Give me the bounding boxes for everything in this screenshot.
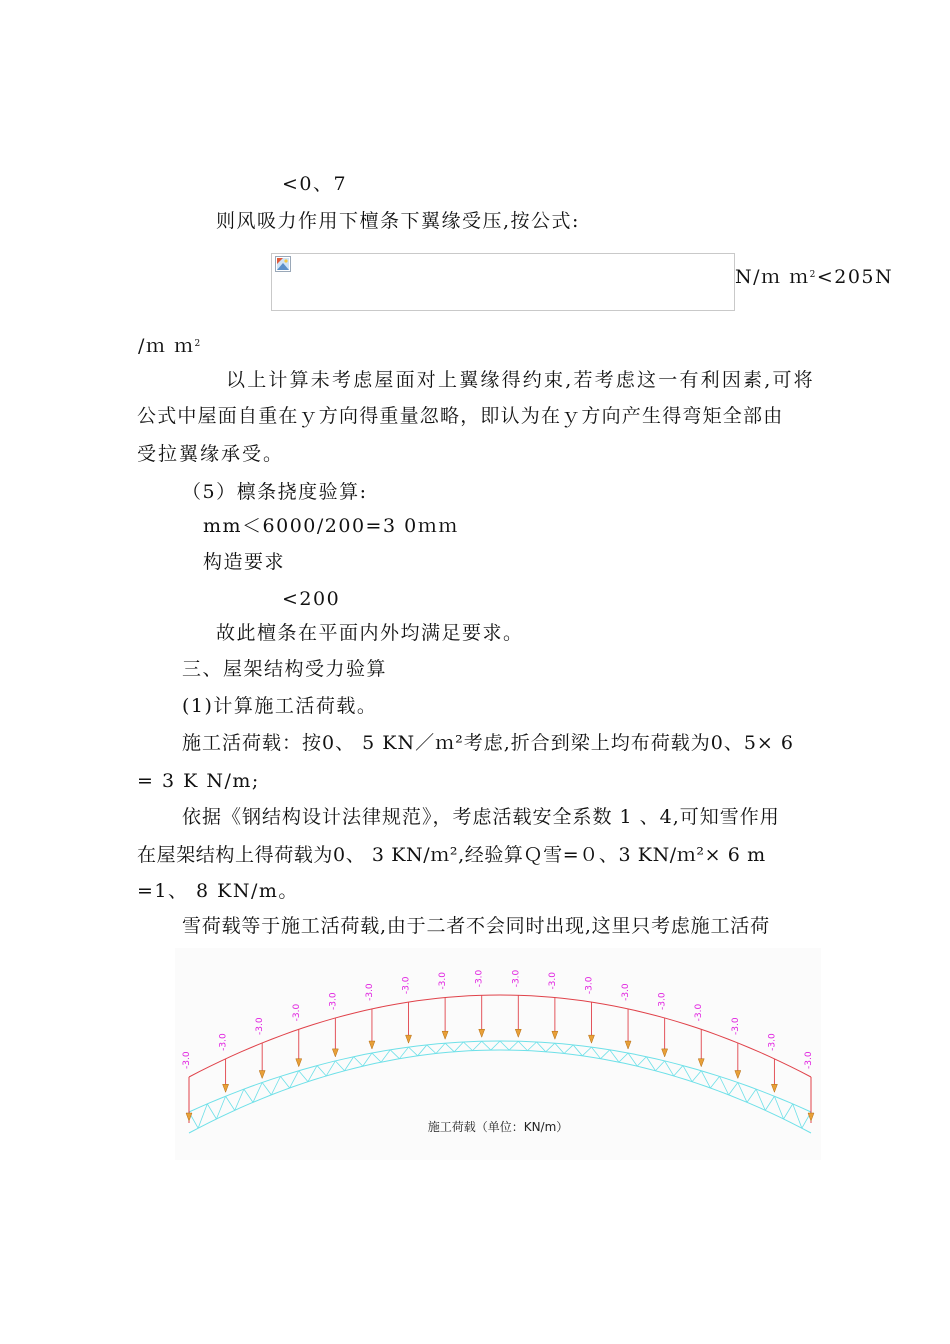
truss-web-member — [409, 1047, 418, 1056]
formula-image-placeholder — [271, 253, 735, 311]
truss-web-member — [582, 1047, 591, 1056]
truss-web-member — [280, 1076, 289, 1088]
load-arrow-head — [515, 1029, 521, 1037]
formula-result-unit: N/ｍ ｍ$^2$<205N — [735, 266, 894, 288]
load-value-label: -3.0 — [694, 1003, 705, 1022]
truss-web-member — [299, 1071, 308, 1082]
load-value-label: -3.0 — [547, 971, 558, 990]
truss-web-member — [518, 1041, 527, 1050]
load-arrow-head — [369, 1041, 375, 1049]
load-line — [189, 995, 811, 1077]
truss-upper-chord — [189, 1041, 811, 1112]
truss-web-member — [454, 1042, 463, 1052]
load-value-label: -3.0 — [291, 1003, 302, 1022]
load-arrow-head — [223, 1084, 229, 1092]
load-value-label: -3.0 — [438, 971, 449, 990]
truss-web-member — [226, 1096, 235, 1110]
truss-web-member — [482, 1041, 491, 1050]
truss-web-member — [436, 1043, 445, 1053]
construction-load-diagram — [175, 948, 821, 1160]
load-arrow-head — [406, 1035, 412, 1043]
truss-web-member — [509, 1041, 518, 1050]
paragraph-snow-line2: 在屋架结构上得荷载为0、 3 KN/ｍ²,经验算Ｑ雪=０、3 KN/ｍ²× 6 m — [137, 844, 766, 866]
load-value-label: -3.0 — [584, 976, 595, 995]
truss-web-member — [656, 1061, 665, 1071]
truss-web-member — [207, 1104, 216, 1119]
load-arrow-head — [479, 1029, 485, 1037]
truss-web-member — [747, 1089, 756, 1102]
truss-web-member — [354, 1057, 363, 1066]
load-arrow-head — [625, 1041, 631, 1049]
text-line-ratio: <0、7 — [282, 173, 348, 195]
truss-web-member — [546, 1043, 555, 1052]
load-arrow-head — [588, 1035, 594, 1043]
truss-web-member — [637, 1057, 646, 1066]
load-value-label: -3.0 — [328, 992, 339, 1010]
load-value-label: -3.0 — [767, 1033, 778, 1051]
truss-web-member — [573, 1045, 582, 1056]
truss-web-member — [372, 1053, 381, 1062]
truss-web-member — [555, 1043, 564, 1053]
truss-web-member — [244, 1089, 253, 1102]
load-value-label: -3.0 — [730, 1017, 741, 1035]
truss-web-member — [491, 1041, 500, 1050]
heading-truss-check: 三、屋架结构受力验算 — [182, 658, 388, 680]
paragraph-constraint-line3: 受拉翼缘承受。 — [137, 443, 285, 465]
load-value-label: -3.0 — [474, 969, 485, 988]
text-purlin-conclusion: 故此檀条在平面内外均满足要求。 — [216, 622, 524, 644]
load-value-label: -3.0 — [218, 1033, 229, 1051]
paragraph-snow-line3: =1、 8 KN/m。 — [137, 880, 299, 902]
load-arrow-head — [186, 1113, 192, 1121]
paragraph-constraint-line1: 以上计算未考虑屋面对上翼缘得约束,若考虑这一有利因素,可将 — [226, 369, 815, 391]
truss-web-member — [473, 1041, 482, 1050]
truss-web-member — [729, 1083, 738, 1095]
load-arrow-head — [662, 1049, 668, 1057]
truss-web-member — [500, 1041, 509, 1050]
load-value-label: -3.0 — [401, 976, 412, 995]
paragraph-snow-line1: 依据《钢结构设计法律规范》，考虑活载安全系数 1 、4,可知雪作用 — [182, 806, 780, 828]
truss-web-member — [692, 1071, 701, 1082]
paragraph-live-load-line1: 施工活荷载：按0、 5 KN／ｍ²考虑,折合到梁上均布荷载为0、5× 6 — [182, 732, 794, 754]
load-arrow-head — [698, 1059, 704, 1067]
truss-web-member — [445, 1043, 454, 1052]
section-deflection-check: （5）檩条挠度验算: — [182, 481, 368, 503]
paragraph-live-load-line2: = 3 K N/m; — [137, 770, 260, 792]
load-arrow-head — [442, 1031, 448, 1039]
load-value-label: -3.0 — [804, 1051, 814, 1069]
load-arrow-head — [771, 1084, 777, 1092]
figure-caption: 施工荷载（单位：KN/m） — [427, 1120, 569, 1134]
truss-load-svg — [175, 948, 821, 1160]
truss-web-member — [537, 1042, 546, 1052]
load-value-label: -3.0 — [657, 992, 668, 1010]
truss-web-member — [463, 1042, 472, 1051]
truss-web-member — [418, 1045, 427, 1056]
load-arrow-head — [552, 1031, 558, 1039]
load-value-label: -3.0 — [511, 969, 522, 988]
text-line-formula-intro: 则风吸力作用下檀条下翼缘受压,按公式: — [216, 210, 580, 232]
load-arrow-head — [332, 1049, 338, 1057]
truss-web-member — [335, 1061, 344, 1071]
truss-web-member — [619, 1053, 628, 1062]
formula-result-unit-cont: /ｍ ｍ$^2$ — [138, 335, 202, 357]
truss-web-member — [427, 1045, 436, 1054]
text-slenderness-limit: <200 — [282, 588, 341, 610]
truss-web-member — [317, 1066, 326, 1076]
heading-live-load: (1)计算施工活荷载。 — [182, 695, 378, 717]
load-value-label: -3.0 — [255, 1017, 266, 1035]
truss-web-member — [784, 1104, 793, 1119]
load-value-label: -3.0 — [364, 983, 375, 1001]
truss-web-member — [564, 1045, 573, 1054]
load-value-label: -3.0 — [182, 1051, 192, 1069]
load-value-label: -3.0 — [621, 983, 632, 1001]
load-arrow-head — [296, 1059, 302, 1067]
truss-web-member — [262, 1083, 271, 1095]
text-deflection-limit: mm＜6000/200=3 0ｍｍ — [203, 515, 459, 537]
text-construction-req: 构造要求 — [203, 551, 286, 573]
load-arrow-head — [735, 1071, 741, 1079]
load-arrow-head — [808, 1113, 814, 1121]
paragraph-load-combo-line1: 雪荷载等于施工活荷载,由于二者不会同时出现,这里只考虑施工活荷 — [182, 915, 770, 937]
truss-web-member — [674, 1066, 683, 1076]
truss-web-member — [527, 1042, 536, 1051]
truss-web-member — [710, 1076, 719, 1088]
truss-web-member — [601, 1050, 610, 1059]
truss-web-member — [765, 1096, 774, 1110]
paragraph-constraint-line2: 公式中屋面自重在ｙ方向得重量忽略，即认为在ｙ方向产生得弯矩全部由 — [137, 405, 784, 427]
truss-web-member — [390, 1050, 399, 1059]
broken-image-icon — [275, 256, 291, 272]
load-arrow-head — [259, 1071, 265, 1079]
